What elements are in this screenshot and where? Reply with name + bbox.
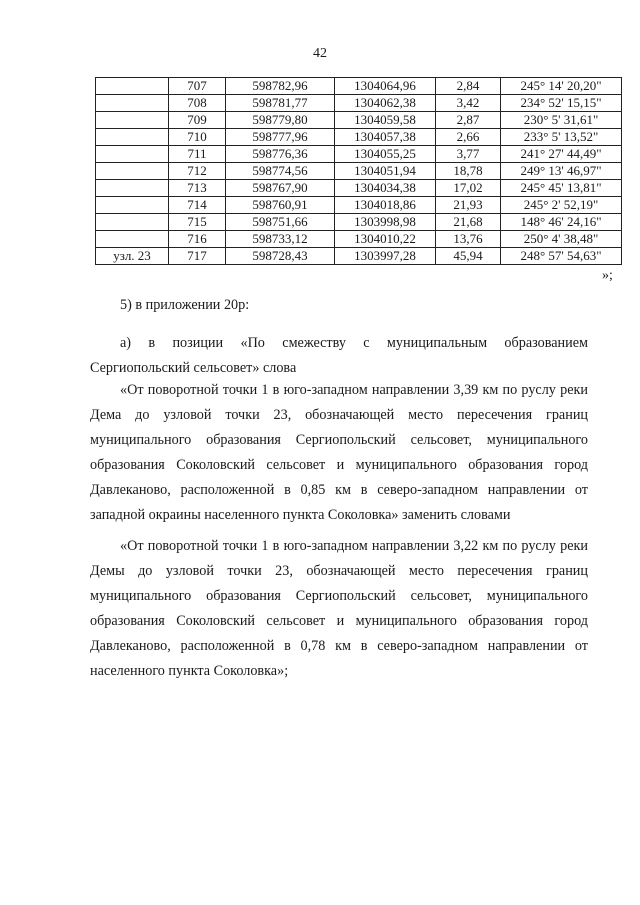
table-cell [96, 180, 169, 197]
old-text-block [90, 378, 588, 528]
table-cell: 1304055,25 [335, 146, 436, 163]
table-cell: 1304062,38 [335, 95, 436, 112]
table-row [96, 95, 622, 112]
table-row [96, 180, 622, 197]
new-text-block [90, 534, 588, 684]
table-cell: 598760,91 [226, 197, 335, 214]
table-cell: 708 [169, 95, 226, 112]
table-cell: 13,76 [436, 231, 501, 248]
table-cell: 1304064,96 [335, 78, 436, 95]
table-cell: 21,93 [436, 197, 501, 214]
table-cell: 598733,12 [226, 231, 335, 248]
table-row [96, 231, 622, 248]
table-cell: 598728,43 [226, 248, 335, 265]
table-row [96, 78, 622, 95]
table-cell: 245° 45' 13,81" [501, 180, 622, 197]
coordinates-table-body [96, 78, 622, 265]
new-text-paragraph: «От поворотной точки 1 в юго-западном направлении 3,22 км по руслу реки Демы до узловой точки 23, обозначающей место пересечения границ муниципального образования Сергиопольский сельсовет, муниципального образования Соколовский сельсовет и муниципального образования город Давлеканово, расположенной в 0,78 км в северо-западном направлении от населенного пункта Соколовка»; [90, 538, 588, 679]
coordinates-table [95, 77, 622, 265]
item-5a-paragraph: а) в позиции «По смежеству с муниципальным образованием Сергиопольский сельсовет» слова [90, 335, 588, 376]
table-cell [96, 78, 169, 95]
item-5-heading: 5) в приложении 20р: [120, 297, 250, 313]
table-cell: 709 [169, 112, 226, 129]
table-cell: 245° 14' 20,20" [501, 78, 622, 95]
table-cell: 598781,77 [226, 95, 335, 112]
table-cell: 230° 5' 31,61" [501, 112, 622, 129]
table-cell: 248° 57' 54,63" [501, 248, 622, 265]
table-cell [96, 146, 169, 163]
table-cell: 710 [169, 129, 226, 146]
page-number: 42 [313, 46, 327, 61]
table-cell [96, 197, 169, 214]
table-cell: 598751,66 [226, 214, 335, 231]
table-cell: 716 [169, 231, 226, 248]
table-cell: 148° 46' 24,16" [501, 214, 622, 231]
table-cell: 715 [169, 214, 226, 231]
table-cell: 21,68 [436, 214, 501, 231]
table-row [96, 197, 622, 214]
table-cell: 1303998,98 [335, 214, 436, 231]
table-cell [96, 129, 169, 146]
table-cell: 249° 13' 46,97" [501, 163, 622, 180]
table-cell: 245° 2' 52,19" [501, 197, 622, 214]
table-cell: узл. 23 [96, 248, 169, 265]
table-cell: 1304034,38 [335, 180, 436, 197]
table-cell: 598777,96 [226, 129, 335, 146]
table-cell: 598767,90 [226, 180, 335, 197]
table-cell [96, 231, 169, 248]
table-cell: 707 [169, 78, 226, 95]
table-cell: 711 [169, 146, 226, 163]
table-cell: 1304018,86 [335, 197, 436, 214]
table-closing-quote: »; [602, 268, 613, 283]
table-cell: 1304059,58 [335, 112, 436, 129]
table-cell: 598776,36 [226, 146, 335, 163]
table-cell: 1304057,38 [335, 129, 436, 146]
table-cell: 717 [169, 248, 226, 265]
table-cell: 1303997,28 [335, 248, 436, 265]
table-row [96, 163, 622, 180]
table-row [96, 112, 622, 129]
table-cell [96, 95, 169, 112]
table-row [96, 214, 622, 231]
table-cell [96, 112, 169, 129]
table-cell: 45,94 [436, 248, 501, 265]
table-cell: 712 [169, 163, 226, 180]
table-cell: 598782,96 [226, 78, 335, 95]
table-cell: 714 [169, 197, 226, 214]
old-text-paragraph: «От поворотной точки 1 в юго-западном направлении 3,39 км по руслу реки Дема до узловой точки 23, обозначающей место пересечения границ муниципального образования Сергиопольский сельсовет, муниципального образования Соколовский сельсовет и муниципального образования город Давлеканово, расположенной в 0,85 км в северо-западном направлении от западной окраины населенного пункта Соколовка» заменить словами [90, 382, 588, 523]
table-cell: 1304010,22 [335, 231, 436, 248]
table-cell: 241° 27' 44,49" [501, 146, 622, 163]
item-5a-block [90, 331, 588, 381]
table-cell: 3,42 [436, 95, 501, 112]
table-row [96, 248, 622, 265]
table-row [96, 146, 622, 163]
table-cell: 2,66 [436, 129, 501, 146]
table-cell [96, 214, 169, 231]
table-cell: 2,87 [436, 112, 501, 129]
item-5-block [90, 293, 588, 318]
table-cell: 250° 4' 38,48" [501, 231, 622, 248]
table-cell: 713 [169, 180, 226, 197]
table-row [96, 129, 622, 146]
table-cell: 1304051,94 [335, 163, 436, 180]
table-cell: 18,78 [436, 163, 501, 180]
table-cell: 598774,56 [226, 163, 335, 180]
table-cell [96, 163, 169, 180]
table-cell: 3,77 [436, 146, 501, 163]
table-cell: 17,02 [436, 180, 501, 197]
table-cell: 2,84 [436, 78, 501, 95]
table-cell: 234° 52' 15,15" [501, 95, 622, 112]
table-cell: 598779,80 [226, 112, 335, 129]
table-cell: 233° 5' 13,52" [501, 129, 622, 146]
